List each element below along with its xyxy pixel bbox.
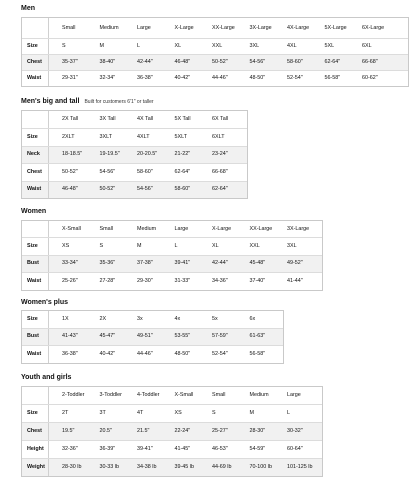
row-label: Weight — [22, 459, 49, 476]
table-cell: S — [99, 242, 104, 249]
column-header: Large — [174, 225, 189, 232]
table-cell: 60-64" — [287, 446, 303, 452]
size-table-men — [21, 17, 409, 87]
table-cell: 6XL — [362, 43, 372, 49]
table-row-waist — [22, 181, 247, 199]
table-cell: 45-47" — [99, 333, 116, 340]
table-cell: 4T — [137, 410, 144, 416]
table-cell: 21-22" — [174, 151, 191, 158]
table-cell: 54-56" — [137, 186, 153, 193]
column-header: Large — [287, 392, 301, 398]
table-cell: 38-40" — [99, 59, 116, 65]
table-cell: 3XL — [287, 242, 297, 249]
row-label: Waist — [22, 273, 49, 290]
table-header-row — [22, 18, 408, 38]
table-cell: 31-33" — [174, 277, 191, 284]
table-cell: 41-43" — [62, 333, 78, 340]
table-cell: 41-44" — [287, 277, 303, 284]
table-cell: 56-58" — [249, 350, 266, 357]
row-label: Bust — [22, 329, 49, 346]
table-cell: 32-36" — [62, 446, 78, 452]
column-header: 3-Toddler — [99, 392, 122, 398]
table-cell: 35-36" — [99, 260, 116, 267]
table-header-row — [22, 387, 322, 404]
table-cell: 54-56" — [249, 59, 266, 65]
column-header: Medium — [99, 24, 119, 31]
column-header: X-Large — [174, 24, 194, 31]
table-cell: 58-60" — [174, 186, 191, 193]
table-cell: 39-41" — [137, 446, 153, 452]
section-title-text: Women — [21, 208, 47, 215]
table-cell: 6XLT — [212, 133, 225, 140]
table-cell: 4XLT — [137, 133, 150, 140]
size-table-men-s-big-and-tall — [21, 110, 248, 199]
table-cell: 34-38 lb — [137, 464, 157, 470]
row-label: Waist — [22, 346, 49, 363]
section-title-text: Women's plus — [21, 299, 69, 306]
row-label: Height — [22, 441, 49, 458]
column-header: 6X-Large — [362, 24, 385, 31]
table-cell: 62-64" — [324, 59, 341, 65]
row-label: Size — [22, 129, 49, 146]
table-cell: 29-31" — [62, 75, 78, 81]
table-cell: 46-53" — [212, 446, 228, 452]
table-cell: 58-60" — [137, 168, 153, 175]
table-row-size — [22, 311, 283, 328]
table-cell: 50-52" — [62, 168, 78, 175]
row-label: Waist — [22, 182, 49, 199]
table-cell: 19.5" — [62, 428, 75, 434]
section-title-text: Youth and girls — [21, 374, 72, 381]
size-table-women — [21, 220, 323, 291]
column-header: Large — [137, 24, 151, 31]
table-cell: 54-59" — [249, 446, 266, 452]
table-cell: 60-62" — [362, 75, 378, 81]
column-header: X-Small — [174, 392, 194, 398]
table-cell: 52-54" — [212, 350, 228, 357]
table-row-size — [22, 38, 408, 54]
table-cell: 36-38" — [62, 350, 78, 357]
table-cell: 52-54" — [287, 75, 303, 81]
table-cell: 30-32" — [287, 428, 303, 434]
column-header: Small — [62, 24, 76, 31]
table-cell: 18-18.5" — [62, 151, 83, 158]
table-cell: 53-55" — [174, 333, 191, 340]
table-cell: 40-42" — [174, 75, 191, 81]
table-cell: 4x — [174, 315, 181, 322]
row-label: Bust — [22, 256, 49, 273]
column-header: 5X-Large — [324, 24, 347, 31]
table-cell: 48-50" — [249, 75, 266, 81]
column-header: X-Small — [62, 225, 81, 232]
row-label: Neck — [22, 147, 49, 164]
table-cell: XS — [174, 410, 182, 416]
table-cell: 44-46" — [137, 350, 153, 357]
table-header-row — [22, 111, 247, 128]
table-cell: M — [249, 410, 254, 416]
table-cell: 66-68" — [212, 168, 228, 175]
table-cell: 48-50" — [174, 350, 191, 357]
table-cell: XL — [174, 43, 182, 49]
column-header: 4X-Large — [287, 24, 310, 31]
table-row-bust — [22, 255, 322, 273]
table-cell: 22-24" — [174, 428, 191, 434]
column-header: Medium — [137, 225, 157, 232]
table-cell: 3x — [137, 315, 143, 322]
column-header: XX-Large — [249, 225, 273, 232]
table-cell: 56-58" — [324, 75, 341, 81]
table-cell: 42-44" — [212, 260, 228, 267]
table-cell: 49-51" — [137, 333, 153, 340]
table-cell: 58-60" — [287, 59, 303, 65]
table-cell: 61-63" — [249, 333, 266, 340]
table-cell: XXL — [249, 242, 260, 249]
column-header: 6X Tall — [212, 116, 229, 122]
table-cell: 3XL — [249, 43, 260, 49]
table-cell: 37-38" — [137, 260, 153, 267]
table-cell: 36-39" — [99, 446, 116, 452]
table-cell: 21.5" — [137, 428, 150, 434]
column-header: 3X-Large — [249, 24, 272, 31]
table-cell: XS — [62, 242, 70, 249]
table-cell: 40-42" — [99, 350, 116, 357]
table-cell: 25-27" — [212, 428, 228, 434]
table-row-size — [22, 128, 247, 146]
table-cell: 23-24" — [212, 151, 228, 158]
table-cell: 49-52" — [287, 260, 303, 267]
column-header: Medium — [249, 392, 269, 398]
column-header: 4-Toddler — [137, 392, 160, 398]
size-table-women-s-plus — [21, 310, 284, 364]
table-cell: 37-40" — [249, 277, 266, 284]
table-cell: 5x — [212, 315, 218, 322]
table-cell: 62-64" — [174, 168, 191, 175]
table-cell: 19-19.5" — [99, 151, 120, 158]
row-header-empty — [22, 111, 49, 128]
table-cell: 39-45 lb — [174, 464, 194, 470]
table-cell: 20-20.5" — [137, 151, 158, 158]
column-header: X-Large — [212, 225, 232, 232]
row-label: Size — [22, 238, 49, 255]
table-cell: 2X — [99, 315, 107, 322]
table-cell: 39-41" — [174, 260, 191, 267]
table-cell: 54-56" — [99, 168, 116, 175]
table-cell: 50-52" — [212, 59, 228, 65]
table-cell: 3XLT — [99, 133, 112, 140]
table-row-weight — [22, 458, 322, 476]
row-label: Chest — [22, 55, 49, 70]
table-cell: 28-30 lb — [62, 464, 82, 470]
table-cell: 36-38" — [137, 75, 153, 81]
table-cell: XL — [212, 242, 219, 249]
table-cell: 46-48" — [62, 186, 78, 193]
table-row-waist — [22, 272, 322, 290]
row-label: Chest — [22, 164, 49, 181]
table-cell: 3T — [99, 410, 106, 416]
section-note: Built for customers 6'1" or taller — [84, 99, 154, 105]
table-cell: 2T — [62, 410, 69, 416]
table-row-waist — [22, 345, 283, 363]
column-header: 4X Tall — [137, 116, 154, 122]
table-cell: 44-69 lb — [212, 464, 232, 470]
column-header: Small — [212, 392, 226, 398]
table-cell: 45-48" — [249, 260, 266, 267]
column-header: Small — [99, 225, 113, 232]
table-cell: 20.5" — [99, 428, 112, 434]
table-cell: 25-26" — [62, 277, 78, 284]
table-cell: 42-44" — [137, 59, 153, 65]
table-cell: 6x — [249, 315, 256, 322]
table-row-neck — [22, 146, 247, 164]
table-cell: 62-64" — [212, 186, 228, 193]
table-cell: 44-46" — [212, 75, 228, 81]
section-title-men — [21, 4, 35, 13]
table-row-waist — [22, 70, 408, 86]
table-cell: L — [287, 410, 290, 416]
table-cell: 46-48" — [174, 59, 191, 65]
table-row-height — [22, 440, 322, 458]
column-header: 2-Toddler — [62, 392, 85, 398]
table-cell: 33-34" — [62, 260, 78, 267]
table-cell: S — [62, 43, 66, 49]
row-label: Size — [22, 311, 49, 328]
column-header: XX-Large — [212, 24, 235, 31]
table-row-chest — [22, 422, 322, 440]
table-cell: S — [212, 410, 216, 416]
table-cell: 34-36" — [212, 277, 228, 284]
table-row-chest — [22, 54, 408, 70]
table-cell: 5XL — [324, 43, 335, 49]
row-label: Size — [22, 405, 49, 422]
table-cell: 27-28" — [99, 277, 116, 284]
table-cell: L — [174, 242, 178, 249]
table-cell: 57-59" — [212, 333, 228, 340]
table-header-row — [22, 221, 322, 237]
table-cell: 1X — [62, 315, 69, 322]
row-header-empty — [22, 18, 49, 38]
row-label: Size — [22, 39, 49, 54]
column-header: 5X Tall — [174, 116, 191, 122]
table-cell: 50-52" — [99, 186, 116, 193]
section-title-youth-and-girls — [21, 373, 71, 382]
table-cell: M — [137, 242, 142, 249]
section-title-women-s-plus — [21, 298, 68, 307]
column-header: 3X-Large — [287, 225, 310, 232]
table-cell: 29-30" — [137, 277, 153, 284]
table-cell: 28-30" — [249, 428, 266, 434]
table-cell: 41-45" — [174, 446, 191, 452]
table-cell: 70-100 lb — [249, 464, 272, 470]
table-cell: 32-34" — [99, 75, 116, 81]
table-cell: 35-37" — [62, 59, 78, 65]
row-label: Chest — [22, 423, 49, 440]
table-cell: L — [137, 43, 140, 49]
column-header: 2X Tall — [62, 116, 79, 122]
section-title-text: Men's big and tall — [21, 98, 80, 105]
row-label: Waist — [22, 71, 49, 86]
column-header: 3X Tall — [99, 116, 116, 122]
table-cell: XXL — [212, 43, 223, 49]
size-table-youth-and-girls — [21, 386, 323, 477]
table-row-bust — [22, 328, 283, 346]
table-cell: 5XLT — [174, 133, 187, 140]
row-header-empty — [22, 221, 49, 237]
row-header-empty — [22, 387, 49, 404]
section-title-men-s-big-and-tall — [21, 97, 154, 107]
table-cell: 2XLT — [62, 133, 75, 140]
section-title-text: Men — [21, 5, 35, 12]
table-cell: M — [99, 43, 104, 49]
section-title-women — [21, 207, 46, 216]
table-cell: 101-125 lb — [287, 464, 313, 470]
table-cell: 4XL — [287, 43, 297, 49]
table-cell: 30-33 lb — [99, 464, 119, 470]
table-cell: 66-68" — [362, 59, 378, 65]
table-row-size — [22, 404, 322, 422]
table-row-chest — [22, 163, 247, 181]
table-row-size — [22, 237, 322, 255]
